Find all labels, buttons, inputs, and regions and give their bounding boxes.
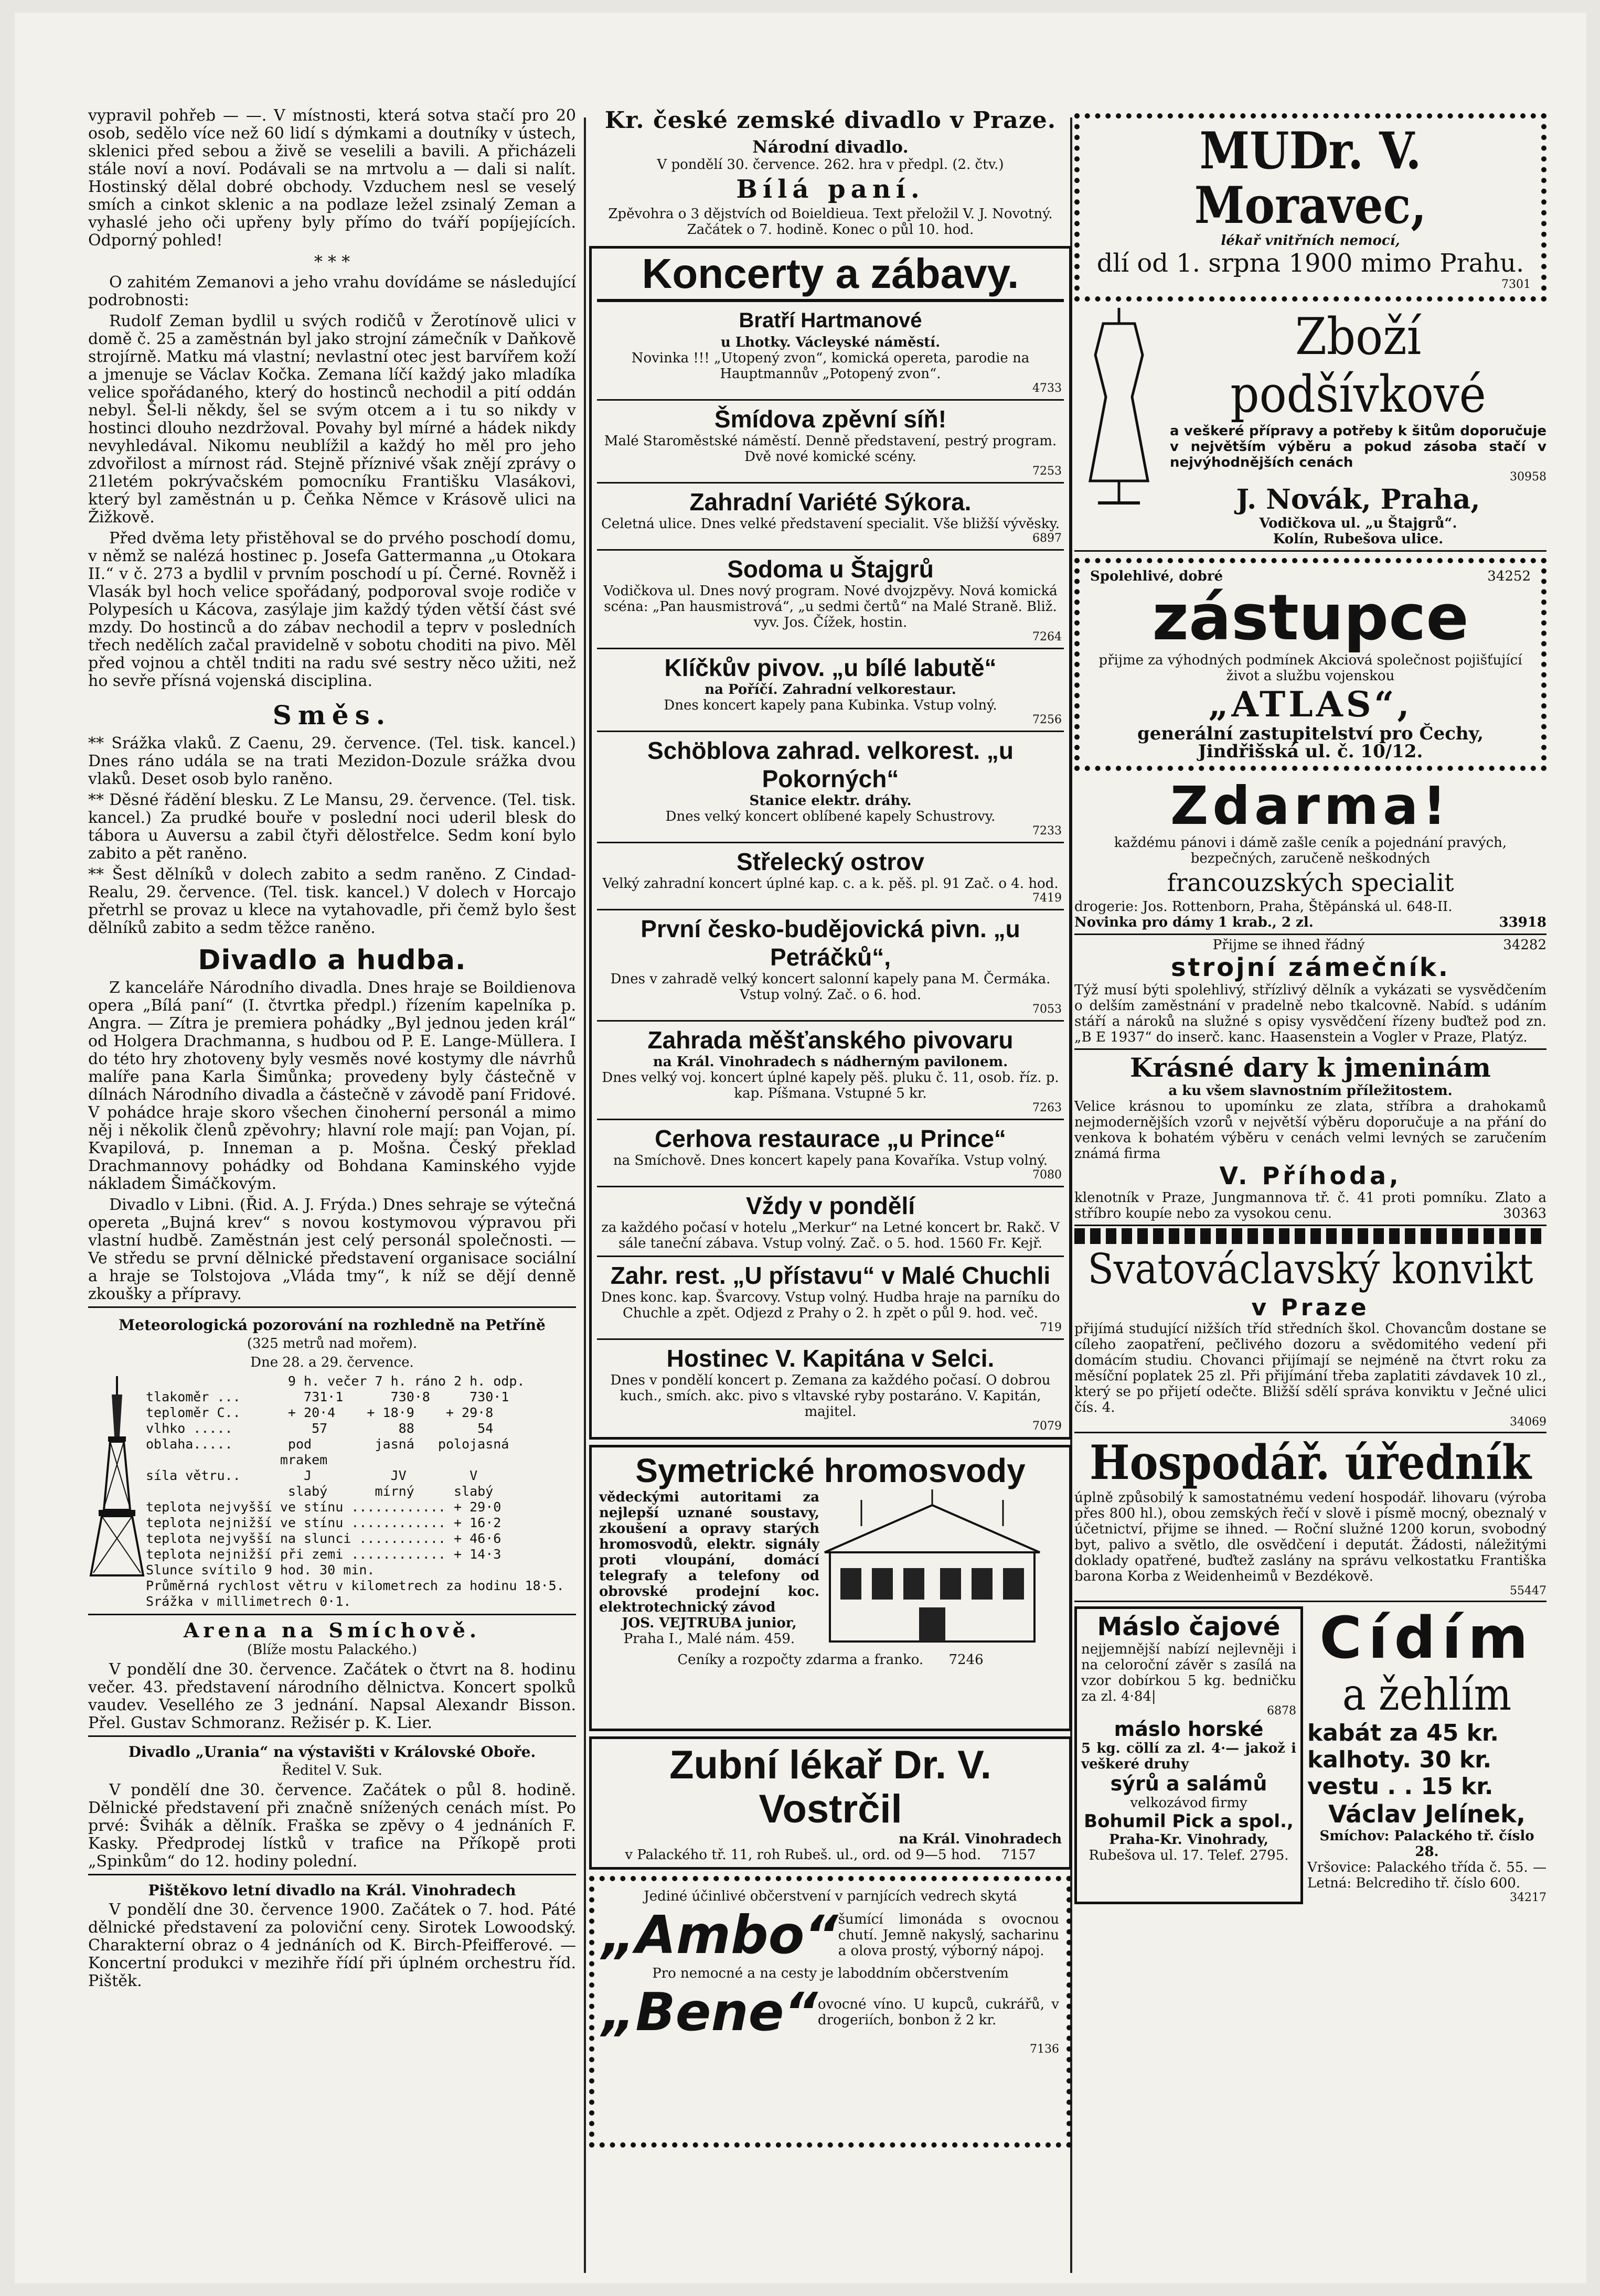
concert-ad-text: Vodičkova ul. Dnes nový program. Nové dvojzpěvy. Nová komická scéna: „Pan hausmistrová“, „u sedmi čertů“ na Malé Straně. Bliž. vyv. Jos. Čížek, hostin. — [603, 583, 1058, 630]
news-item: ** Děsné řádění blesku. Z Le Mansu, 29. července. (Tel. tisk. kancel.) Za prudké bouře v poslední noci uderil blesk do tábora u Auversu a zabil čtyři dělostřelce. Sedm koní bylo zabito a pět raněno. — [88, 791, 576, 863]
concert-ad-num: 7419 — [1032, 892, 1062, 905]
jelinek-num: 34217 — [1510, 1891, 1546, 1904]
novak-name: J. Novák, Praha, — [1236, 484, 1480, 516]
hospodar-title: Hospodář. úředník — [1090, 1435, 1531, 1490]
hromosvody-title: Symetrické hromosvody — [635, 1452, 1026, 1489]
concert-ad-title: Cerhova restaurace „u Prince“ — [655, 1125, 1006, 1152]
column-classifieds — [1074, 107, 1546, 1904]
pistek-text: V pondělí dne 30. července 1900. Začátek o 7. hod. Páté dělnické představení za poloviční ceny. Sirotek Lowoodský. Charakterní obraz o 4 jednáních od K. Birch-Pfeifferové. — Koncertní produkci v mezihře řídí při úplném orchestru říd. Pištěk. — [88, 1901, 576, 1990]
konvikt-title: Svatováclavský konvikt — [1087, 1244, 1533, 1293]
arena-block — [88, 1614, 576, 1732]
arena-title: Arena na Smíchově. — [183, 1618, 481, 1642]
zdarma-ad — [1074, 777, 1546, 935]
concert-ad — [597, 301, 1064, 399]
mudr-ad — [1074, 113, 1546, 302]
concert-ad — [597, 731, 1064, 842]
hromosvody-firm: JOS. VEJTRUBA junior, — [622, 1615, 797, 1631]
newspaper-page — [15, 13, 1586, 2283]
news-item: ** Šest dělníků v dolech zabito a sedm raněno. Z Cindad-Realu, 29. července. (Tel. tisk. kancel.) V dolech v Horcajo přetrhl se provaz u klece na vytahovadle, při čemž bylo šest dělníků zabito a sedm těžce raněno. — [88, 865, 576, 937]
prihoda-row — [1074, 1190, 1546, 1221]
zubni-address: v Palackého tř. 11, roh Rubeš. ul., ord. od 9—5 hod. — [625, 1847, 982, 1863]
zbozi-num: 30958 — [1510, 470, 1546, 484]
concert-ad — [597, 1256, 1064, 1338]
zubni-sub: na Král. Vinohradech — [899, 1831, 1062, 1847]
concert-ad-title: Zahradní Variété Sýkora. — [689, 488, 972, 516]
concert-ad-text: Dnes velký voj. koncert úplné kapely pěš. pluku č. 11, osob. říz. p. kap. Píšmana. Vstupné 5 kr. — [602, 1070, 1059, 1101]
concert-ad-text: Dnes v zahradě velký koncert salonní kapely pana M. Čermáka. Vstup volný. Zač. o 6. hod. — [610, 971, 1051, 1003]
urania-title: Divadlo „Urania“ na výstavišti v Královské Oboře. — [128, 1743, 536, 1761]
concerts-box — [589, 246, 1072, 1440]
franc-title: francouzských specialit — [1167, 868, 1454, 897]
concert-ad-title: Střelecký ostrov — [737, 848, 924, 875]
mudr-sub: lékař vnitřních nemocí, — [1221, 233, 1400, 249]
concert-ad — [597, 1186, 1064, 1256]
hromosvody-text: vědeckými autoritami za nejlepší uznané soustavy, zkoušení a opravy starých hromosvodů, elektr. signály proti vloupání, domácí telegrafy a telefony od obrovské prodejní koc. elektrotechnický závod — [599, 1489, 819, 1615]
concert-ad-text: Velký zahradní koncert úplné kap. c. a k. pěš. pl. 91 Zač. o 4. hod. — [602, 876, 1059, 892]
bene-name: „Bene“ — [602, 1981, 818, 2043]
zastupce-top: Spolehlivé, dobré — [1090, 568, 1223, 584]
article-text: Před dvěma lety přistěhoval se do prvého poschodí domu, v němž se nalézá hostinec p. Josefa Gattermanna „u Otokara II.“ v č. 273 a bydlil v prvním poschodí u pí. Černé. Rovněž i Vlasák byl hoch velice spořádaný, podporoval svoje rodiče v Polypesích u Kácova, zasýlaje jim každý týden větší část své mzdy. Do hostinců a do zábav nechodil a teprv v posledních třech nedělích začal pravidelně v sobotu choditi na pivo. Měl před vojnou a chtěl tnditi na radu své sestry něco užiti, než ho sevře přísná vojenská disciplina. — [88, 529, 576, 690]
price-kabat: kabát za 45 kr. — [1307, 1720, 1499, 1746]
zastupce-num: 34252 — [1487, 568, 1531, 584]
article-text: O zahitém Zemanovi a jeho vrahu dovídáme se následující podrobnosti: — [88, 273, 576, 309]
concert-ad-title: Vždy v pondělí — [745, 1192, 915, 1219]
zubni-title: Zubní lékař Dr. V. Vostrčil — [669, 1743, 991, 1831]
franc-nov-row — [1074, 915, 1546, 930]
novak-addr: Vodičkova ul. „u Štajgrů“. — [1259, 516, 1457, 531]
meteo-block — [88, 1306, 576, 1610]
dress-form-illustration — [1074, 308, 1164, 507]
zubni-text — [599, 1847, 1062, 1863]
prihoda-name: V. Příhoda, — [1219, 1162, 1402, 1190]
concert-ad-num: 7263 — [1032, 1101, 1062, 1114]
konvikt-text: přijímá studující nižších tříd středních škol. Chovancům dostane se cíleho zaopatření, pečlivého dozoru a svědomitého vedení při domácím studiu. Chovanci přijímají se nejméně na čtvrt roku za měsíční poplatek 25 zl. Při přijímání třeba zaplatiti závdavek 10 zl., který se po přijetí odečte. Bližší sdělí správa konviktu v Ječné ulici čís. 4. — [1074, 1321, 1546, 1415]
concert-ad — [597, 842, 1064, 909]
concert-ad — [597, 648, 1064, 731]
concert-ad-text: Celetná ulice. Dnes velké představení specialit. Vše bližší vývěsky. — [601, 516, 1060, 532]
theatre-play: Bílá paní. — [736, 175, 925, 204]
prihoda-text: klenotník v Praze, Jungmannova tř. č. 41 proti pomníku. Zlato a stříbro koupíe nebo za vysokou cenu. — [1074, 1190, 1546, 1221]
theatre-time: Začátek o 7. hodině. Konec o půl 10. hod. — [687, 222, 974, 238]
concert-ad-sub: u Lhotky. Václeyské náměstí. — [720, 335, 941, 350]
zbozi-text-block — [1164, 308, 1546, 547]
stroj-ad — [1074, 935, 1546, 1050]
meteo-table: 9 h. večer 7 h. ráno 2 h. odp. tlakoměr ... 731·1 730·8 730·1 teploměr C.. + 20·4 + 18·9 + 29·8 vlhko ..... 57 88 54 oblaha..... pod jasná polojasná mrakem síla větru.. J JV V slabý mírný slabý teplota nejvyšší ve stínu ............ + 29·0 teplota nejnižší ve stínu ............ + 16·2 teplota nejvyšší na slunci ........... + 46·6 teplota nejnižší při zemi ............ + 14·3 Slunce svítilo 9 hod. 30 min. Průměrná rychlost větru v kilometrech za hodinu 18·5. Srážka v millimetrech 0·1. — [146, 1374, 564, 1609]
jelinek-addr2: Vršovice: Palackého třída č. 55. — Letná: Belcrediho tř. číslo 600. — [1307, 1860, 1546, 1891]
arena-text: V pondělí dne 30. července. Začátek o čtvrt na 8. hodinu večer. 43. představení národního dělnictva. Koncert spolků vaudev. Vesellého ze 3 jednání. Napsal Alexandr Bisson. Přel. Gustav Schmoranz. Režisér p. K. Lier. — [88, 1660, 576, 1732]
pistek-title: Pištěkovo letní divadlo na Král. Vinohradech — [148, 1882, 516, 1899]
bene-row — [602, 1981, 1059, 2043]
ambo-side: šumící limonáda s ovocnou chutí. Jemně nakyslý, sacharinu a olova prostý, výborný nápoj. — [838, 1911, 1059, 1959]
konvikt-ad — [1074, 1226, 1546, 1433]
syru-text: velkozávod firmy — [1130, 1795, 1247, 1811]
stroj-text: Týž musí býti spolehlivý, střízlivý dělník a vykázati se vysvědčením o delším zaměstnání v pradelně nebo tkalcovně. Nabíd. s udáním stáří a nároků na služné s opisy vysvědčení řízeny buďtež pod zn. „B E 1937“ do inserč. kanc. Haasenstein a Vogler v Praze, Platýz. — [1074, 982, 1546, 1045]
zbozi-ad — [1074, 308, 1546, 552]
ambo-mid: Pro nemocné a na cesty je laboddním občerstvením — [652, 1966, 1009, 1981]
bohumil-addr: Praha-Kr. Vinohrady, — [1109, 1832, 1268, 1848]
franc-nov: Novinka pro dámy 1 krab., 2 zl. — [1074, 915, 1314, 930]
concert-ad-sub: na Král. Vinohradech s nádherným pavilonem. — [653, 1054, 1008, 1070]
pistek-block — [88, 1874, 576, 1990]
section-heading-divadlo: Divadlo a hudba. — [198, 945, 466, 976]
concert-ads-list — [597, 301, 1064, 1437]
kras-text: Velice krásnou to upomínku ze zlata, stříbra a drahokamů nejmodernějších vzorů v největší výběru doporučuje a na přání do venkova k bohatém výběru v cenách velmi levných se zaručením známá firma — [1074, 1099, 1546, 1162]
price-kalhoty: kalhoty. 30 kr. — [1307, 1746, 1492, 1773]
concerts-title: Koncerty a zábavy. — [597, 249, 1064, 301]
meteo-body — [88, 1374, 576, 1610]
hromosvody-addr: Praha I., Malé nám. 459. — [623, 1631, 795, 1647]
concert-ad-title: Zahr. rest. „U přístavu“ v Malé Chuchli — [610, 1262, 1051, 1289]
bene-num: 7136 — [1030, 2043, 1059, 2056]
zdarma-text: každému pánovi i dámě zašle ceník a pojednání pravých, bezpečných, zaručeně neškodných — [1114, 835, 1507, 866]
zastupce-title: zástupce — [1152, 582, 1469, 655]
concert-ad-num: 7079 — [1032, 1420, 1062, 1433]
concert-ad — [597, 1119, 1064, 1186]
concert-ad-num: 6897 — [1032, 532, 1062, 545]
concert-ad-title: Hostinec V. Kapitána v Selci. — [666, 1345, 995, 1372]
maslo2-text: 5 kg. cöllí za zl. 4·— jakož i veškeré druhy — [1081, 1741, 1296, 1772]
column-ads-entertainment — [589, 107, 1072, 2154]
meteo-title: Meteorologická pozorování na rozhledně na Petříně — [119, 1316, 546, 1334]
franc-num: 33918 — [1499, 915, 1546, 930]
maslo-num: 6878 — [1267, 1704, 1296, 1718]
novak-kolin: Kolín, Rubešova ulice. — [1273, 531, 1444, 547]
hospodar-text: úplně způsobilý k samostatnému vedení hospodář. lihovaru (výroba přes 800 hl.), obou zemských řečí v slově i písmě mocný, obeznalý v účetnictví, přijme se ihned. — Roční služné 1200 korun, svobodný byt, palivo a světlo, dle osvědčení i deputát. Žádosti, náležitými doklady opatřené, buďtež zaslány na správu velkostatku Františka barona Korba z Weidenheimů v Bezdékově. — [1074, 1490, 1546, 1584]
concert-ad-text: Dnes v pondělí koncert p. Zemana za každého počasí. O dobrou kuch., smích. akc. pivo s vltavské ryby postaráno. V. Kapitán, majitel. — [610, 1372, 1051, 1420]
concert-ad-text: Dnes konc. kap. Švarcovy. Vstup volný. Hudba hraje na parníku do Chuchle a zpět. Odjezd z Prahy o 2. h zpět o půl 9. hod. več. — [601, 1290, 1060, 1321]
concert-ad-num: 7233 — [1032, 824, 1062, 838]
concert-ad-num: 7053 — [1032, 1003, 1062, 1016]
hromosvody-body — [599, 1489, 1062, 1647]
concert-ad-text: Novinka !!! „Utopený zvon“, komická opereta, parodie na Hauptmannův „Potopený zvon“. — [631, 350, 1030, 382]
concert-ad-num: 7253 — [1032, 465, 1062, 478]
ambo-name: „Ambo“ — [602, 1904, 838, 1966]
bottom-ads-row — [1074, 1606, 1546, 1904]
mudr-num: 7301 — [1501, 278, 1531, 291]
concert-ad-num: 7264 — [1032, 630, 1062, 643]
maslo-text: nejjemnější nabízí nejlevněji i na celoroční závěr s zasílá na vzor dobírkou 5 kg. bedničku za zl. 4·84| — [1081, 1641, 1296, 1704]
krasne-dary-ad — [1074, 1050, 1546, 1226]
maslo-ad — [1074, 1606, 1303, 1904]
concert-ad-text: Dnes koncert kapely pana Kubinka. Vstup volný. — [664, 698, 997, 713]
stroj-top-row — [1074, 937, 1546, 953]
cidim-title: Cídím — [1319, 1604, 1534, 1671]
urania-sub: Ředitel V. Suk. — [282, 1763, 382, 1778]
zehlim-title: a žehlím — [1342, 1669, 1512, 1720]
concert-ad-text: za každého počasí v hotelu „Merkur“ na Letné koncert br. Rakč. V sále taneční zábava. Vstup volný. Zač. o 5. hod. 1560 Fr. Kejř. — [601, 1220, 1060, 1251]
bohumil-name: Bohumil Pick a spol., — [1084, 1811, 1294, 1832]
hromosvody-foot-text: Ceníky a rozpočty zdarma a franko. — [677, 1652, 924, 1668]
building-illustration — [819, 1489, 1045, 1647]
ambo-top: Jediné účinlivé občerstvení v parnjících vedrech skytá — [644, 1889, 1017, 1904]
hromosvody-text-block — [599, 1489, 819, 1647]
syru-title: sýrů a salámů — [1110, 1772, 1267, 1795]
concert-ad-title: Sodoma u Štajgrů — [727, 555, 934, 583]
theatre-desc: Zpěvohra o 3 dějstvích od Boieldieua. Text přeložil V. J. Novotný. — [608, 206, 1053, 222]
zubni-num: 7157 — [1001, 1847, 1036, 1863]
concert-ad-title: Klíčkův pivov. „u bílé labutě“ — [664, 654, 997, 681]
concert-ad — [597, 482, 1064, 549]
bene-side: ovocné víno. U kupců, cukrářů, v drogeriích, bonbon ž 2 kr. — [817, 1996, 1059, 2028]
mudr-text: dlí od 1. srpna 1900 mimo Prahu. — [1096, 249, 1524, 278]
ambo-bene-ad — [589, 1876, 1072, 2148]
concert-ad-title: Bratří Hartmanové — [739, 309, 922, 332]
concert-ad-sub: Stanice elektr. dráhy. — [749, 793, 912, 809]
concert-ad-text: na Smíchově. Dnes koncert kapely pana Kovaříka. Vstup volný. — [613, 1153, 1048, 1168]
concert-ad-num: 4733 — [1032, 382, 1062, 395]
separator-stars: * * * — [314, 252, 350, 272]
concert-ad — [597, 549, 1064, 648]
arena-sub: (Blíže mostu Palackého.) — [247, 1642, 418, 1658]
jelinek-addr: Smíchov: Palackého tř. číslo 28. — [1319, 1828, 1534, 1860]
zbozi-title: Zboží podšívkové — [1230, 307, 1486, 424]
prihoda-num: 30363 — [1503, 1206, 1546, 1221]
concert-ad — [597, 1338, 1064, 1437]
article-text: Rudolf Zeman bydlil u svých rodičů v Žerotínově ulici v domě č. 25 a zaměstnán byl jako strojní zámečník v Daňkově strojírně. Matku má vlastní; nevlastní otec jest barvířem koží a jmenuje se Václav Kočka. Zemana líčí každý jako mladíka velice spořádaného, který do hostinců nechodil a pití oddán nebyl. Šel-li někdy, šel se svým otcem a i tu so nikdy v hostinci dlouho nezdržoval. Povahy byl mírné a hádek nikdy nevyhledával. Nikomu neublížil a každý ho měl pro jeho zdvořilost a mírnost rád. Stejně příznivé však znějí zprávy o 21letém pokrývačském pomocníku Františku Vlasákovi, který byl zaměstnán u p. Čeňka Němce v Krásově ulici na Žižkově. — [88, 312, 576, 527]
stroj-top: Přijme se ihned řádný — [1212, 937, 1365, 953]
concert-ad — [597, 909, 1064, 1020]
concert-ad-num: 7080 — [1032, 1168, 1062, 1182]
meteo-date: Dne 28. a 29. července. — [250, 1355, 414, 1370]
bohumil-addr2: Rubešova ul. 17. Telef. 2795. — [1089, 1848, 1289, 1863]
concert-ad-title: Šmídova zpěvní síň! — [714, 405, 947, 433]
concert-ad-title: První česko-budějovická pivn. „u Petráčků“, — [641, 915, 1020, 971]
article-text: vypravil pohřeb — —. V místnosti, která sotva stačí pro 20 osob, sedělo více než 60 lidí s dýmkami a doutníky v ústech, sklenici před sebou a živě se veselili a bavili. A přicházeli stále noví a noví. Podávali se na mrtvolu a — dali si nalít. Hostinský dělal dobré obchody. Vzduchem nesl se veselý smích a cinkot sklenic a na podlaze ležel zsinalý Zeman a vyhaslé jeho oči upřeny byly přímo do tváří popíjejících. Odporný pohled! — [88, 106, 576, 250]
franc-drog: drogerie: Jos. Rottenborn, Praha, Štěpánská ul. 648-II. — [1074, 899, 1453, 915]
concert-ad-title: Schöblova zahrad. velkorest. „u Pokorných“ — [647, 737, 1014, 792]
concert-ad-text: Dnes velký koncert oblíbené kapely Schustrovy. — [665, 809, 996, 824]
hospodar-num: 55447 — [1510, 1584, 1546, 1597]
price-vestu: vestu . . 15 kr. — [1307, 1773, 1494, 1800]
ornament-bar — [1074, 1228, 1546, 1244]
atlas-name: „ATLAS“, — [1208, 684, 1413, 725]
kras-title: Krásné dary k jmeninám — [1130, 1052, 1491, 1083]
urania-text: V pondělí dne 30. července. Začátek o půl 8. hodině. Dělnické představení při značně snížených cenách míst. Po prvé: Švihák a dělník. Fraška se zpěvy o 4 jednáních F. Kasky. Předprodej lístků v trafice na Příkopě proti „Spinkům“ do 12. hodiny polední. — [88, 1781, 576, 1871]
ambo-row — [602, 1904, 1059, 1966]
kras-sub: a ku všem slavnostním příležitostem. — [1168, 1083, 1453, 1099]
zastupce-ad — [1074, 558, 1546, 771]
theatre-title: Kr. české zemské divadlo v Praze. — [604, 107, 1057, 134]
concert-ad-num: 7256 — [1032, 713, 1062, 726]
cidim-ad — [1307, 1606, 1546, 1904]
meteo-sub: (325 metrů nad mořem). — [247, 1336, 418, 1351]
maslo2-title: máslo horské — [1114, 1718, 1264, 1741]
hromosvody-num: 7246 — [948, 1652, 984, 1668]
news-item: Z kanceláře Národního divadla. Dnes hraje se Boildienova opera „Bílá paní“ (I. čtvrtka předpl.) řízením kapelníka p. Angra. — Zítra je premiera pohádky „Byl jednou jeden král“ od Holgera Drachmanna, s hudbou od P. E. Lange-Müllera. I do této hry zhotoveny byly vesměs nové kostymy dle návrhů malíře pana Karla Šimůnka; provedeny byly částečně v dílnách Národního divadla a částečně v závodě paní Fridové. V pohádce hraje skoro všechen činoherní personál a mimo něj i několik členů zpěvohry; hlavní role mají: pan Vojan, pí. Kvapilová, p. Inneman a p. Mošna. Český překlad Drachmannovy pohádky od Bohdana Kaminského vyjde nákladem Šimáčkovým. — [88, 979, 576, 1193]
section-heading-smes: Směs. — [272, 700, 392, 731]
maslo-title: Máslo čajové — [1097, 1612, 1281, 1641]
stroj-num: 34282 — [1503, 937, 1546, 953]
zastupce-foot: generální zastupitelství pro Čechy, Jindřišská ul. č. 10/12. — [1137, 723, 1484, 762]
stroj-title: strojní zámečník. — [1170, 953, 1450, 982]
hromosvody-ad — [589, 1445, 1072, 1731]
concert-ad-title: Zahrada měšťanského pivovaru — [647, 1026, 1014, 1054]
concert-ad-text: Malé Staroměstské náměstí. Denně představení, pestrý program. Dvě nové komické scény. — [604, 433, 1057, 465]
urania-block — [88, 1735, 576, 1871]
concert-ad-sub: na Poříčí. Zahradní velkorestaur. — [705, 682, 956, 698]
concert-ad — [597, 1020, 1064, 1119]
theatre-date: V pondělí 30. července. 262. hra v předpl. (2. čtv.) — [657, 157, 1004, 173]
jelinek-name: Václav Jelínek, — [1328, 1800, 1526, 1828]
zbozi-text: a veškeré přípravy a potřeby k šitům doporučuje v největším výběru a pokud zásoba stačí v nejvýhodnějších cenách — [1170, 423, 1546, 470]
concert-ad-num: 719 — [1040, 1321, 1062, 1334]
zastupce-text: přijme za výhodných podmínek Akciová společnost pojišťující život a službu vojenskou — [1098, 652, 1522, 684]
mudr-title: MUDr. V. Moravec, — [1194, 121, 1427, 235]
column-rule — [584, 117, 586, 2273]
hromosvody-foot — [599, 1652, 1062, 1668]
zdarma-title: Zdarma! — [1170, 775, 1451, 836]
zubni-lekar-ad — [589, 1736, 1072, 1870]
konvikt-sub: v Praze — [1251, 1294, 1370, 1321]
concert-ad — [597, 399, 1064, 482]
theatre-sub: Národní divadlo. — [752, 137, 909, 157]
konvikt-num: 34069 — [1510, 1415, 1546, 1429]
news-item: ** Srážka vlaků. Z Caenu, 29. července. (Tel. tisk. kancel.) Dnes ráno udála se na trati Mezidon-Dozule srážka dvou vlaků. Deset osob bylo raněno. — [88, 734, 576, 788]
petrin-tower-illustration — [88, 1374, 146, 1578]
news-item: Divadlo v Libni. (Řid. A. J. Frýda.) Dnes sehraje se výtečná opereta „Bujná krev“ s novou kostymovou výpravou při vlastní hudbě. Zaměstnán jest celý personál společnosti. — Ve středu se první dělnické představení organisace sociální a hraje se Tolstojova „Vláda tmy“, k níž se dějí denně zkoušky a přípravy. — [88, 1196, 576, 1303]
hospodar-ad — [1074, 1433, 1546, 1602]
column-news — [88, 107, 576, 1993]
